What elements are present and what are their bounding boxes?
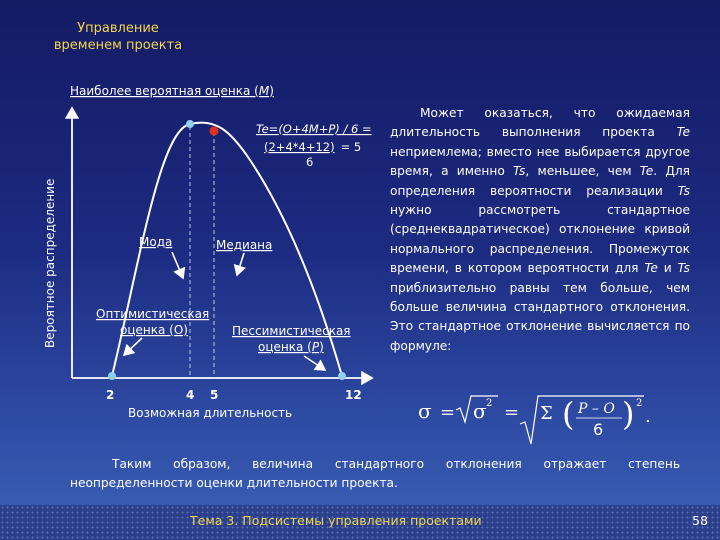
equals-1: =	[440, 402, 456, 423]
te-formula-line2: (2+4*4+12) = 5	[264, 140, 362, 154]
sum-symbol: Σ	[540, 403, 553, 424]
optimistic-label-line2: оценка (О)	[120, 323, 188, 337]
formula-period: .	[645, 406, 651, 427]
explanation-paragraph: Может оказаться, что ожидаемая длительность выполнения проекта Te неприемлема; вместо нее выбирается другое время, а именно Ts, меньшее, чем Te. Для определения вероятности реализации Ts нужно рассмотреть стандартное (среднеквадратическое) отклонение кривой нормального распределения. Промежуток времени, в котором вероятности для Te и Ts приблизительно равны тем больше, чем больше величина стандартного отклонения. Это стандартное отклонение вычисляется по формуле:	[390, 106, 691, 353]
conclusion-text: Таким образом, величина стандартного отклонения отражает степень неопределенности оценки длительности проекта.	[70, 457, 680, 490]
numerator: P – O	[578, 401, 615, 417]
square-1: 2	[486, 398, 493, 409]
median-arrow	[237, 253, 244, 275]
footer-topic: Тема 3. Подсистемы управления проектами	[190, 513, 482, 528]
pessimistic-label-line1: Пессимистическая	[232, 324, 351, 338]
tick-2: 2	[106, 388, 115, 402]
sigma-symbol: σ	[418, 399, 432, 423]
most-likely-label: Наиболее вероятная оценка (M)	[70, 84, 274, 98]
tick-4: 4	[186, 388, 195, 402]
tick-12: 12	[345, 388, 362, 402]
optimistic-label-line1: Оптимистическая	[96, 307, 210, 321]
te-formula-line1: Te=(O+4M+P) / 6 =	[256, 122, 372, 136]
equals-2: =	[504, 402, 520, 423]
pessimistic-label-line2: оценка (P)	[258, 340, 324, 354]
mode-arrow	[172, 252, 183, 278]
te-formula-line3: 6	[306, 155, 314, 169]
optimistic-arrow	[124, 338, 142, 355]
x-axis-label: Возможная длительность	[128, 406, 293, 420]
pessimistic-point	[338, 372, 346, 380]
median-label: Медиана	[216, 238, 273, 252]
mode-point	[186, 120, 194, 128]
sigma-formula	[412, 392, 672, 452]
y-axis-label: Вероятное распределение	[43, 178, 57, 348]
denominator: 6	[593, 420, 604, 439]
optimistic-point	[108, 372, 116, 380]
page-number: 58	[692, 513, 708, 528]
open-paren: (	[562, 395, 575, 433]
mode-label: Мода	[139, 235, 173, 249]
sigma-inner: σ	[473, 399, 487, 423]
square-2: 2	[636, 398, 643, 409]
tick-5: 5	[210, 388, 219, 402]
close-paren: )	[622, 395, 635, 433]
footer-bar	[0, 505, 720, 540]
pessimistic-arrow	[304, 356, 325, 370]
median-point	[210, 127, 219, 136]
slide-title: Управление временем проекта	[53, 21, 183, 53]
